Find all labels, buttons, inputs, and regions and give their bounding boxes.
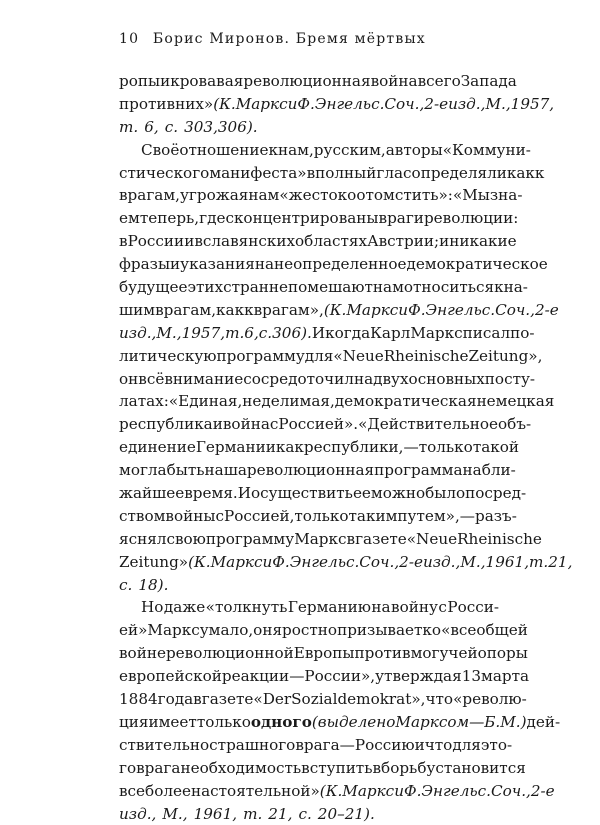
word: глас bbox=[376, 162, 411, 185]
word: нам bbox=[248, 184, 279, 207]
text-line bbox=[119, 116, 499, 139]
word: свою bbox=[166, 528, 205, 551]
word: посту- bbox=[485, 368, 535, 391]
word: дей- bbox=[527, 711, 561, 734]
word: «всеобщей bbox=[441, 619, 528, 642]
word: время. bbox=[184, 482, 237, 505]
word: яростно bbox=[272, 619, 337, 642]
word: европейской bbox=[119, 665, 222, 688]
text-line bbox=[119, 162, 499, 185]
word: врагам, bbox=[155, 299, 216, 322]
word: настоятельной» bbox=[191, 780, 320, 803]
word: можно bbox=[371, 482, 425, 505]
word: «Neue bbox=[407, 528, 457, 551]
word: на bbox=[371, 596, 390, 619]
word: отомстить»: bbox=[356, 184, 453, 207]
citation-word: т. bbox=[225, 322, 244, 345]
word: мало, bbox=[209, 619, 254, 642]
word: помешают bbox=[288, 276, 373, 299]
word: внимание bbox=[164, 368, 243, 391]
word: к bbox=[535, 162, 545, 185]
word: единение bbox=[119, 436, 196, 459]
text-line bbox=[119, 596, 499, 619]
word: для bbox=[305, 345, 334, 368]
word: осуществить bbox=[251, 482, 353, 505]
citation-word: изд., bbox=[119, 803, 156, 825]
word: сосредоточил bbox=[243, 368, 354, 391]
word: славянских bbox=[203, 230, 295, 253]
word: против bbox=[354, 642, 410, 665]
word: литическую bbox=[119, 345, 216, 368]
citation-word: М., bbox=[162, 803, 187, 825]
word: с bbox=[438, 596, 447, 619]
word: демократическое bbox=[406, 253, 547, 276]
word: «Neue bbox=[333, 345, 383, 368]
text-line bbox=[119, 803, 499, 825]
word: теперь, bbox=[140, 207, 199, 230]
word: врага bbox=[295, 734, 339, 757]
word: и bbox=[160, 70, 170, 93]
citation-word: с. bbox=[259, 322, 272, 345]
word: реакции bbox=[222, 665, 289, 688]
citation-word: 306). bbox=[272, 322, 312, 345]
word: ствительно bbox=[119, 734, 209, 757]
word: и bbox=[415, 734, 425, 757]
word: Маркс bbox=[410, 322, 462, 345]
running-title: Борис Миронов. Бремя мёртвых bbox=[153, 31, 426, 47]
word: в bbox=[347, 528, 356, 551]
text-line bbox=[119, 299, 499, 322]
word: стран bbox=[223, 276, 269, 299]
word: республика bbox=[119, 413, 213, 436]
word: «Действительное bbox=[358, 413, 498, 436]
page-number: 10 bbox=[119, 31, 139, 47]
word: — bbox=[289, 665, 304, 688]
citation-word: (К.Маркс bbox=[213, 93, 287, 116]
word: к bbox=[494, 276, 504, 299]
word: только bbox=[294, 505, 348, 528]
citation-word: Марксом bbox=[395, 711, 469, 734]
word: ропы bbox=[119, 70, 160, 93]
text-line bbox=[119, 528, 499, 551]
word: врагам», bbox=[254, 299, 324, 322]
word: неделимая, bbox=[242, 390, 335, 413]
word: Россию bbox=[355, 734, 415, 757]
word: отношение bbox=[179, 139, 268, 162]
citation-word: 18). bbox=[138, 574, 168, 597]
word: Zeitung», bbox=[469, 345, 543, 368]
word: демократическая bbox=[335, 390, 477, 413]
text-line bbox=[119, 780, 499, 803]
word: И bbox=[312, 322, 325, 345]
word: разъ- bbox=[475, 505, 517, 528]
word: по- bbox=[510, 322, 534, 345]
word: Карл bbox=[370, 322, 410, 345]
word: было bbox=[425, 482, 465, 505]
word: Европы bbox=[294, 642, 355, 665]
word: даже bbox=[164, 596, 205, 619]
word: областях bbox=[295, 230, 367, 253]
citation-word: 2-е bbox=[424, 93, 448, 116]
word: ко bbox=[422, 619, 441, 642]
word: все bbox=[119, 780, 145, 803]
word: могла bbox=[119, 459, 167, 482]
word: ем bbox=[119, 207, 140, 230]
word: нам, bbox=[278, 139, 314, 162]
word: необходимость bbox=[180, 757, 301, 780]
citation-word: 2-е bbox=[399, 551, 423, 574]
word: будущее bbox=[119, 276, 187, 299]
citation-word: т. bbox=[243, 803, 262, 825]
word: в bbox=[193, 688, 202, 711]
word: как bbox=[216, 299, 244, 322]
citation-word: 2-е bbox=[531, 780, 555, 803]
text-line bbox=[119, 184, 499, 207]
citation-word: 1957, bbox=[511, 93, 554, 116]
word: с bbox=[215, 505, 224, 528]
text-line bbox=[119, 70, 499, 93]
citation-word: 21, bbox=[268, 803, 292, 825]
word: зна- bbox=[490, 184, 523, 207]
word: И bbox=[238, 482, 251, 505]
word: «Единая, bbox=[169, 390, 242, 413]
word: наша bbox=[205, 459, 247, 482]
citation-word: Соч., bbox=[359, 551, 399, 574]
word: шим bbox=[119, 299, 155, 322]
word: войне bbox=[119, 642, 166, 665]
word: он bbox=[253, 619, 272, 642]
word: революции: bbox=[424, 207, 518, 230]
word: таким bbox=[349, 505, 398, 528]
word: указания bbox=[180, 253, 255, 276]
word: неопределенное bbox=[274, 253, 406, 276]
word: этих bbox=[187, 276, 223, 299]
word: яснял bbox=[119, 528, 166, 551]
text-line bbox=[119, 436, 499, 459]
word: это- bbox=[481, 734, 512, 757]
citation-word: 21, bbox=[548, 551, 572, 574]
word: латах: bbox=[119, 390, 169, 413]
text-line bbox=[119, 390, 499, 413]
text-line bbox=[119, 551, 499, 574]
word: врагам, bbox=[119, 184, 180, 207]
word: только bbox=[197, 711, 251, 734]
word: утверждая bbox=[375, 665, 462, 688]
word: Россией, bbox=[224, 505, 294, 528]
word: путем», bbox=[397, 505, 459, 528]
word: врага bbox=[136, 757, 180, 780]
running-header bbox=[119, 31, 426, 47]
word: манифеста» bbox=[209, 162, 306, 185]
citation-word: 303,306). bbox=[184, 116, 258, 139]
word: «Коммуни- bbox=[443, 139, 531, 162]
word: «револю- bbox=[453, 688, 527, 711]
word: нам bbox=[373, 276, 404, 299]
word: фразы bbox=[119, 253, 170, 276]
word: опоры bbox=[478, 642, 528, 665]
word: основных bbox=[409, 368, 485, 391]
word: он bbox=[119, 368, 138, 391]
word: страшного bbox=[209, 734, 295, 757]
word: как bbox=[507, 162, 535, 185]
citation-word: 20–21). bbox=[318, 803, 375, 825]
citation-word: Соч., bbox=[491, 780, 531, 803]
word: в bbox=[307, 162, 316, 185]
word: что bbox=[425, 734, 453, 757]
word: только bbox=[419, 436, 473, 459]
word: Rheinische bbox=[384, 345, 469, 368]
text-line bbox=[119, 276, 499, 299]
text-line bbox=[119, 688, 499, 711]
word: ее bbox=[353, 482, 371, 505]
word: авторы bbox=[386, 139, 443, 162]
word: республики, bbox=[304, 436, 404, 459]
word: война bbox=[223, 413, 270, 436]
word: не bbox=[269, 276, 288, 299]
text-line bbox=[119, 619, 499, 642]
word: 1884 bbox=[119, 688, 158, 711]
word: когда bbox=[325, 322, 370, 345]
citation-word: (К.Маркс bbox=[320, 780, 394, 803]
word: Но bbox=[141, 596, 163, 619]
citation-word: (выделено bbox=[312, 711, 396, 734]
word: «Мы bbox=[453, 184, 490, 207]
word: определяли bbox=[412, 162, 507, 185]
citation-word: Соч., bbox=[495, 299, 535, 322]
text-line bbox=[119, 93, 499, 116]
word: призывает bbox=[337, 619, 422, 642]
word: против bbox=[119, 93, 175, 116]
word: года bbox=[158, 688, 194, 711]
word: никакие bbox=[449, 230, 516, 253]
word: угрожая bbox=[180, 184, 248, 207]
word: — bbox=[404, 436, 419, 459]
citation-word: т. bbox=[529, 551, 548, 574]
word: Германию bbox=[288, 596, 371, 619]
citation-word: 1961, bbox=[486, 551, 529, 574]
word: в bbox=[372, 757, 381, 780]
word: стического bbox=[119, 162, 209, 185]
word: на bbox=[354, 368, 373, 391]
citation-word: (К.Маркс bbox=[324, 299, 398, 322]
text-line bbox=[119, 413, 499, 436]
word: двух bbox=[373, 368, 408, 391]
citation-word: изд., bbox=[119, 322, 156, 345]
word: газете bbox=[355, 528, 407, 551]
text-line bbox=[119, 734, 499, 757]
word: становится bbox=[435, 757, 525, 780]
word: всё bbox=[138, 368, 164, 391]
word: посред- bbox=[465, 482, 526, 505]
text-line bbox=[119, 711, 499, 734]
citation-word: Б.М.) bbox=[484, 711, 526, 734]
word: писал bbox=[463, 322, 510, 345]
citation-word: М., bbox=[156, 322, 181, 345]
citation-word: т. bbox=[119, 116, 138, 139]
word: объ- bbox=[498, 413, 531, 436]
word: «Der bbox=[253, 688, 291, 711]
word: Запада bbox=[461, 70, 517, 93]
text-line bbox=[119, 482, 499, 505]
word: к bbox=[268, 139, 278, 162]
word: «толкнуть bbox=[206, 596, 288, 619]
word: и bbox=[170, 253, 180, 276]
word: вступить bbox=[301, 757, 372, 780]
word: на- bbox=[504, 276, 528, 299]
word: «жестоко bbox=[279, 184, 356, 207]
word: быть bbox=[167, 459, 205, 482]
text-line bbox=[119, 574, 499, 597]
citation-word: с. bbox=[119, 574, 132, 597]
word: где bbox=[199, 207, 225, 230]
word: программу bbox=[216, 345, 304, 368]
word: для bbox=[452, 734, 481, 757]
text-line bbox=[119, 139, 499, 162]
word: революционная bbox=[247, 459, 374, 482]
citation-word: изд., bbox=[423, 551, 460, 574]
citation-word: 6, bbox=[244, 322, 259, 345]
text-line bbox=[119, 505, 499, 528]
word: Своё bbox=[141, 139, 179, 162]
word: газете bbox=[202, 688, 254, 711]
citation-word: и bbox=[263, 551, 273, 574]
word: ством bbox=[119, 505, 165, 528]
text-line bbox=[119, 757, 499, 780]
word: Rheinische bbox=[457, 528, 542, 551]
word: на bbox=[463, 459, 482, 482]
citation-word: Ф.Энгельс. bbox=[404, 780, 491, 803]
word: Маркс bbox=[294, 528, 346, 551]
word: России», bbox=[304, 665, 375, 688]
word: в bbox=[194, 230, 203, 253]
word: ция bbox=[119, 711, 148, 734]
word: войны bbox=[165, 505, 215, 528]
word: бли- bbox=[482, 459, 516, 482]
citation-word: с. bbox=[165, 116, 178, 139]
citation-word: с. bbox=[298, 803, 311, 825]
citation-word: Ф.Энгельс. bbox=[408, 299, 495, 322]
word: Германии bbox=[196, 436, 276, 459]
word: в bbox=[119, 230, 128, 253]
word: Россией». bbox=[278, 413, 358, 436]
word: борьбу bbox=[381, 757, 435, 780]
word: — bbox=[340, 734, 355, 757]
word: на bbox=[255, 253, 274, 276]
word: го bbox=[119, 757, 136, 780]
word: враги bbox=[379, 207, 424, 230]
word: Sozialdemokrat», bbox=[291, 688, 425, 711]
word: 13 bbox=[462, 665, 481, 688]
word: Zeitung» bbox=[119, 551, 188, 574]
text-line bbox=[119, 253, 499, 276]
word: Марксу bbox=[147, 619, 208, 642]
citation-word: 2-е bbox=[535, 299, 559, 322]
citation-word: Ф.Энгельс. bbox=[272, 551, 359, 574]
citation-word: Ф.Энгельс. bbox=[297, 93, 384, 116]
word: марта bbox=[481, 665, 529, 688]
word: — bbox=[460, 505, 475, 528]
word: такой bbox=[473, 436, 519, 459]
word: революционной bbox=[166, 642, 294, 665]
word: более bbox=[145, 780, 191, 803]
word: относиться bbox=[404, 276, 494, 299]
citation-word: 1957, bbox=[182, 322, 225, 345]
text-line bbox=[119, 345, 499, 368]
word: жайшее bbox=[119, 482, 184, 505]
body-text bbox=[119, 70, 499, 825]
text-line bbox=[119, 230, 499, 253]
text-line bbox=[119, 322, 499, 345]
citation-word: и bbox=[288, 93, 298, 116]
word: Австрии; bbox=[367, 230, 439, 253]
citation-word: Соч., bbox=[384, 93, 424, 116]
word: война bbox=[371, 70, 418, 93]
word: что bbox=[425, 688, 453, 711]
word: и bbox=[184, 230, 194, 253]
word: и bbox=[439, 230, 449, 253]
word: и bbox=[213, 413, 223, 436]
text-line bbox=[119, 642, 499, 665]
citation-word: 1961, bbox=[194, 803, 237, 825]
word: могучей bbox=[411, 642, 478, 665]
citation-word: изд., bbox=[448, 93, 485, 116]
citation-word: 6, bbox=[144, 116, 159, 139]
word: полный bbox=[315, 162, 376, 185]
word: программа bbox=[374, 459, 462, 482]
citation-word: (К.Маркс bbox=[188, 551, 262, 574]
citation-word: М., bbox=[460, 551, 485, 574]
word: программу bbox=[206, 528, 294, 551]
word: ей» bbox=[119, 619, 147, 642]
word: с bbox=[270, 413, 279, 436]
word: немецкая bbox=[477, 390, 555, 413]
citation-word: — bbox=[469, 711, 484, 734]
text-line bbox=[119, 665, 499, 688]
word: к bbox=[244, 299, 254, 322]
emphasis-word: одного bbox=[251, 711, 312, 734]
word: революционная bbox=[243, 70, 370, 93]
word: имеет bbox=[148, 711, 196, 734]
word: Росси- bbox=[447, 596, 499, 619]
citation-word: и bbox=[398, 299, 408, 322]
citation-word: М., bbox=[485, 93, 510, 116]
word: кровавая bbox=[170, 70, 243, 93]
citation-word: и bbox=[394, 780, 404, 803]
word: как bbox=[276, 436, 304, 459]
word: них» bbox=[175, 93, 213, 116]
text-line bbox=[119, 459, 499, 482]
word: русским, bbox=[314, 139, 386, 162]
text-line bbox=[119, 207, 499, 230]
text-line bbox=[119, 368, 499, 391]
word: сконцентрированы bbox=[225, 207, 378, 230]
word: войну bbox=[391, 596, 438, 619]
word: всего bbox=[418, 70, 461, 93]
word: России bbox=[128, 230, 185, 253]
